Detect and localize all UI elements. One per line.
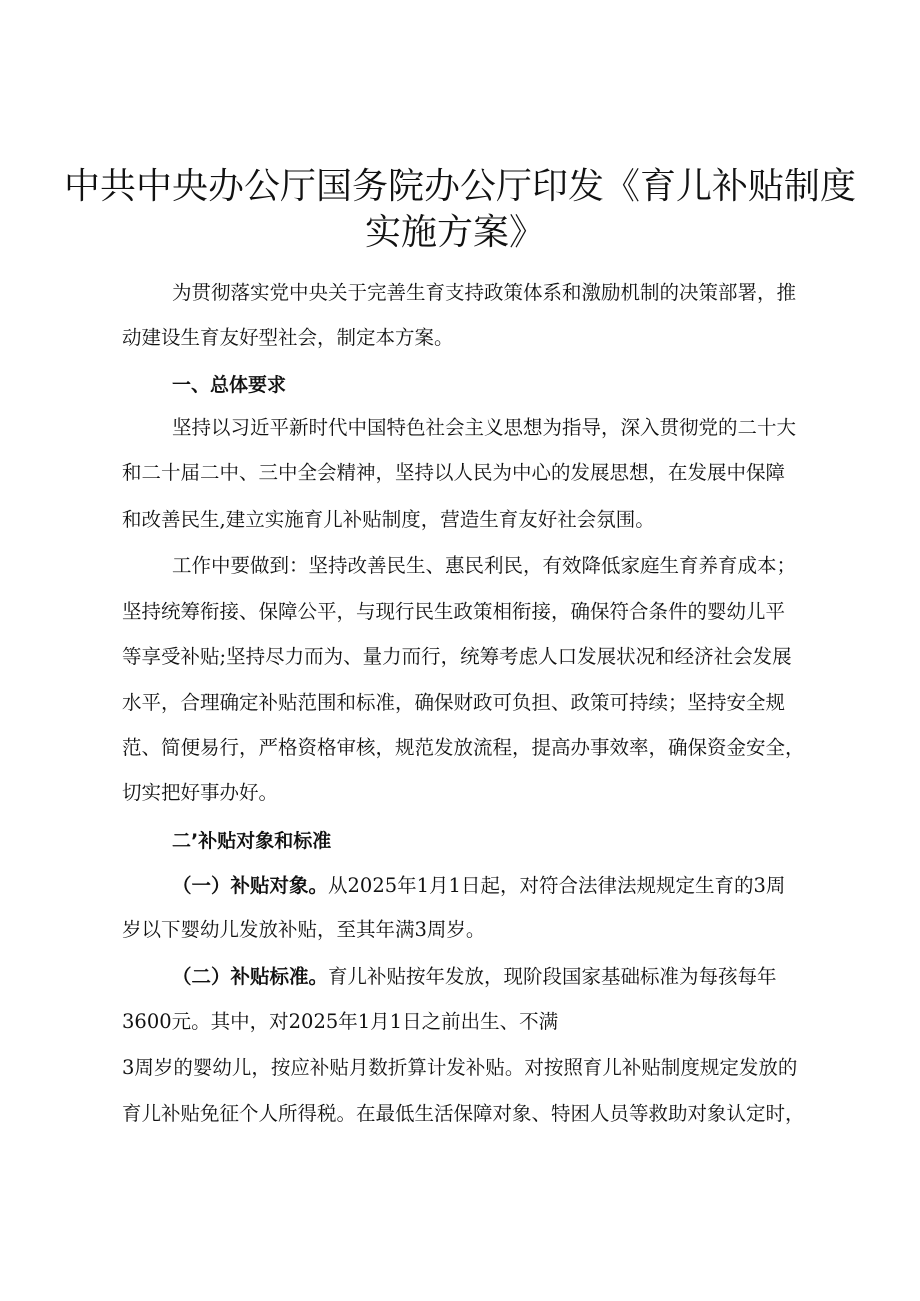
section-1-para-2-line-1: 工作中要做到：坚持改善民生、惠民利民，有效降低家庭生育养育成本； (172, 554, 797, 577)
item-2-line-3: 3周岁的婴幼儿，按应补贴月数折算计发补贴。对按照育儿补贴制度规定发放的 (122, 1056, 798, 1079)
item-2-line-1 (172, 961, 777, 989)
item-2-label: （二）补贴标准。 (172, 965, 329, 988)
item-2-line-4: 育儿补贴免征个人所得税。在最低生活保障对象、特困人员等救助对象认定时， (122, 1102, 805, 1125)
section-1-para-2-line-5: 范、简便易行，严格资格审核，规范发放流程，提高办事效率，确保资金安全， (122, 736, 805, 759)
intro-line-1: 为贯彻落实党中央关于完善生育支持政策体系和激励机制的决策部署，推 (172, 281, 797, 304)
section-1-para-1-line-3: 和改善民生,建立实施育儿补贴制度，营造生育友好社会氛围。 (122, 508, 655, 531)
section-1-para-2-line-4: 水平，合理确定补贴范围和标准，确保财政可负担、政策可持续；坚持安全规 (122, 691, 786, 714)
section-1-heading: 一、总体要求 (172, 374, 287, 396)
document-title-line-2: 实施方案》 (364, 212, 545, 253)
section-1-para-1-line-1: 坚持以习近平新时代中国特色社会主义思想为指导，深入贯彻党的二十大 (172, 416, 797, 439)
item-1-label: （一）补贴对象。 (172, 874, 329, 897)
section-1-para-2-line-6: 切实把好事办好。 (122, 781, 279, 804)
item-1-line-1 (172, 870, 785, 898)
item-2-line-2: 3600元。其中，对2025年1月1日之前出生、不满 (122, 1010, 559, 1033)
document-title-line-1: 中共中央办公厅国务院办公厅印发《育儿补贴制度 (63, 166, 856, 207)
section-1-para-2-line-2: 坚持统筹衔接、保障公平，与现行民生政策相衔接，确保符合条件的婴幼儿平 (122, 600, 786, 623)
item-2-text-1: 育儿补贴按年发放，现阶段国家基础标准为每孩每年 (328, 965, 777, 988)
item-1-line-2: 岁以下婴幼儿发放补贴，至其年满3周岁。 (122, 918, 486, 941)
section-2-heading: 二’补贴对象和标准 (172, 830, 332, 852)
section-1-para-1-line-2: 和二十届二中、三中全会精神，坚持以人民为中心的发展思想，在发展中保障 (122, 461, 786, 484)
item-1-text-1: 从2025年1月1日起，对符合法律法规规定生育的3周 (328, 874, 786, 897)
section-1-para-2-line-3: 等享受补贴;坚持尽力而为、量力而行，统筹考虑人口发展状况和经济社会发展 (122, 645, 792, 668)
intro-line-2: 动建设生育友好型社会，制定本方案。 (122, 326, 454, 349)
